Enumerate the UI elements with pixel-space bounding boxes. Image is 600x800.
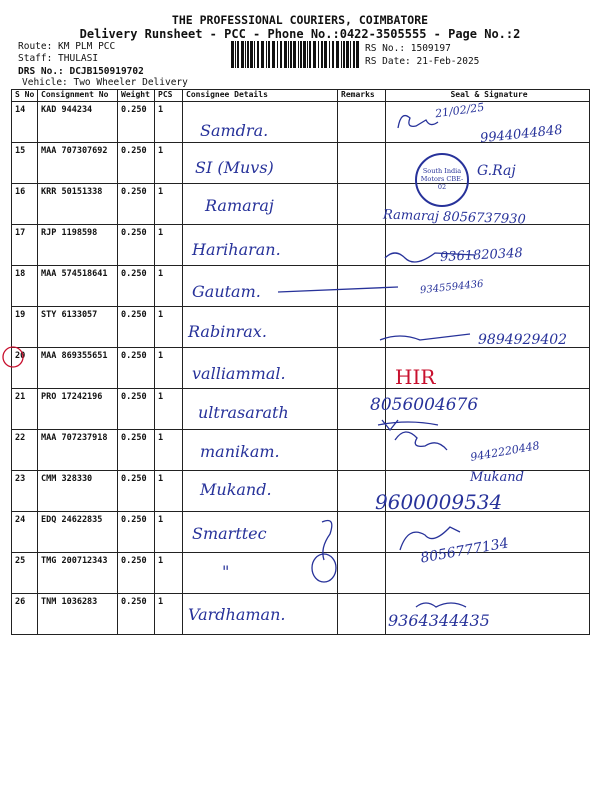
row-weight: 0.250	[118, 512, 155, 553]
barcode	[231, 41, 359, 68]
barcode-bar	[321, 41, 323, 68]
row-consignment: TMG 200712343	[38, 553, 118, 594]
row-sno: 16	[12, 184, 38, 225]
barcode-bar	[341, 41, 342, 68]
row-signature-cell	[386, 512, 590, 553]
row-weight: 0.250	[118, 430, 155, 471]
row-sno: 18	[12, 266, 38, 307]
row-remarks-cell	[338, 430, 386, 471]
row-weight: 0.250	[118, 266, 155, 307]
row-consignment: MAA 707307692	[38, 143, 118, 184]
row-weight: 0.250	[118, 184, 155, 225]
signature-date: 21/02/25	[434, 100, 486, 121]
row-consignee-cell	[183, 266, 338, 307]
row-signature-cell	[386, 143, 590, 184]
staff-label: Staff: THULASI	[18, 53, 99, 64]
row-signature-cell	[386, 471, 590, 512]
row-remarks-cell	[338, 594, 386, 635]
consignee-handwriting: "	[222, 562, 230, 581]
col-consignment: Consignment No	[38, 90, 118, 102]
col-consignee: Consignee Details	[183, 90, 338, 102]
row-sno: 20	[12, 348, 38, 389]
row-signature-cell	[386, 266, 590, 307]
row-weight: 0.250	[118, 553, 155, 594]
row-pcs: 1	[155, 143, 183, 184]
row-remarks-cell	[338, 225, 386, 266]
signature-phone: 9442220448	[469, 439, 541, 464]
barcode-bar	[313, 41, 316, 68]
barcode-bar	[257, 41, 259, 68]
table-header	[12, 90, 590, 102]
signature-phone: 8056004676	[370, 395, 479, 415]
table-row	[12, 348, 590, 389]
barcode-bar	[346, 41, 349, 68]
table-row	[12, 102, 590, 143]
row-sno: 23	[12, 471, 38, 512]
row-consignee-cell	[183, 553, 338, 594]
row-consignment: MAA 574518641	[38, 266, 118, 307]
row-consignment: CMM 328330	[38, 471, 118, 512]
runsheet-table	[11, 89, 590, 635]
row-remarks-cell	[338, 307, 386, 348]
row-signature-cell	[386, 225, 590, 266]
table-row	[12, 307, 590, 348]
row-remarks-cell	[338, 102, 386, 143]
table-row	[12, 225, 590, 266]
row-weight: 0.250	[118, 307, 155, 348]
row-consignee-cell	[183, 471, 338, 512]
signature-phone: 9345594436	[419, 278, 485, 297]
barcode-bar	[250, 41, 253, 68]
row-consignment: MAA 707237918	[38, 430, 118, 471]
barcode-bar	[332, 41, 334, 68]
consignee-handwriting: Vardhaman.	[188, 605, 286, 624]
barcode-bar	[266, 41, 267, 68]
barcode-bar	[293, 41, 296, 68]
row-remarks-cell	[338, 553, 386, 594]
barcode-bar	[307, 41, 308, 68]
row-consignment: MAA 869355651	[38, 348, 118, 389]
rs-number: RS No.: 1509197	[365, 43, 451, 54]
consignee-handwriting: Ramaraj	[205, 196, 274, 215]
row-consignee-cell	[183, 594, 338, 635]
barcode-bar	[280, 41, 282, 68]
signature-phone: 9361820348	[439, 245, 524, 266]
row-signature-cell	[386, 594, 590, 635]
barcode-bar	[356, 41, 359, 68]
table-row	[12, 594, 590, 635]
row-consignment: EDQ 24622835	[38, 512, 118, 553]
row-pcs: 1	[155, 389, 183, 430]
signature-phone: 9944044848	[479, 122, 564, 147]
row-consignment: PRO 17242196	[38, 389, 118, 430]
barcode-bar	[309, 41, 311, 68]
col-signature: Seal & Signature	[386, 90, 590, 102]
row-weight: 0.250	[118, 594, 155, 635]
row-weight: 0.250	[118, 348, 155, 389]
col-pcs: PCS	[155, 90, 183, 102]
signature-phone: 9364344435	[388, 611, 490, 630]
col-remarks: Remarks	[338, 90, 386, 102]
table-row	[12, 430, 590, 471]
row-consignee-cell	[183, 225, 338, 266]
row-weight: 0.250	[118, 143, 155, 184]
table-row	[12, 143, 590, 184]
barcode-bar	[277, 41, 278, 68]
table-row	[12, 266, 590, 307]
row-pcs: 1	[155, 225, 183, 266]
signature-mark: HIR	[395, 365, 436, 389]
row-sno: 17	[12, 225, 38, 266]
barcode-bar	[284, 41, 287, 68]
row-remarks-cell	[338, 143, 386, 184]
row-sno: 15	[12, 143, 38, 184]
barcode-bar	[288, 41, 289, 68]
row-signature-cell	[386, 307, 590, 348]
signature-phone: 9600009534	[375, 490, 503, 514]
row-signature-cell	[386, 184, 590, 225]
row-pcs: 1	[155, 471, 183, 512]
barcode-bar	[231, 41, 234, 68]
row-weight: 0.250	[118, 389, 155, 430]
barcode-bar	[318, 41, 319, 68]
barcode-bar	[336, 41, 339, 68]
row-sno: 22	[12, 430, 38, 471]
row-consignee-cell	[183, 184, 338, 225]
rs-date: RS Date: 21-Feb-2025	[365, 56, 480, 67]
row-remarks-cell	[338, 471, 386, 512]
row-sno: 14	[12, 102, 38, 143]
row-signature-cell	[386, 102, 590, 143]
consignee-handwriting: Smarttec	[192, 524, 267, 543]
row-sno: 24	[12, 512, 38, 553]
row-signature-cell	[386, 389, 590, 430]
row-sno: 21	[12, 389, 38, 430]
row-signature-cell	[386, 553, 590, 594]
table-row	[12, 512, 590, 553]
consignee-handwriting: manikam.	[200, 442, 280, 461]
barcode-bar	[353, 41, 355, 68]
row-consignee-cell	[183, 307, 338, 348]
row-pcs: 1	[155, 512, 183, 553]
signature-phone: 9894929402	[478, 332, 568, 348]
consignee-handwriting: Hariharan.	[192, 240, 281, 259]
runsheet-subtitle: Delivery Runsheet - PCC - Phone No.:0422-3505555 - Page No.:2	[79, 27, 521, 41]
barcode-bar	[254, 41, 255, 68]
row-consignee-cell	[183, 512, 338, 553]
barcode-bar	[329, 41, 330, 68]
row-pcs: 1	[155, 266, 183, 307]
row-consignee-cell	[183, 348, 338, 389]
row-weight: 0.250	[118, 225, 155, 266]
barcode-bar	[247, 41, 249, 68]
table-row	[12, 471, 590, 512]
row-pcs: 1	[155, 553, 183, 594]
row-pcs: 1	[155, 184, 183, 225]
row-pcs: 1	[155, 307, 183, 348]
company-seal: South India Motors CBE-02	[415, 153, 469, 207]
consignee-handwriting: ultrasarath	[198, 403, 289, 422]
row-weight: 0.250	[118, 471, 155, 512]
vehicle-label: Vehicle: Two Wheeler Delivery	[22, 77, 188, 88]
route-label: Route: KM PLM PCC	[18, 41, 116, 52]
consignee-handwriting: valliammal.	[192, 364, 286, 383]
row-sno: 19	[12, 307, 38, 348]
row-consignee-cell	[183, 389, 338, 430]
row-remarks-cell	[338, 512, 386, 553]
table-row	[12, 184, 590, 225]
row-consignment: KRR 50151338	[38, 184, 118, 225]
consignee-handwriting: SI (Muvs)	[195, 158, 274, 177]
signature-phone: 8056777134	[419, 535, 510, 567]
consignee-handwriting: Mukand.	[200, 480, 272, 499]
barcode-bar	[300, 41, 302, 68]
row-remarks-cell	[338, 184, 386, 225]
row-remarks-cell	[338, 348, 386, 389]
row-consignment: TNM 1036283	[38, 594, 118, 635]
barcode-bar	[237, 41, 239, 68]
row-consignee-cell	[183, 143, 338, 184]
consignee-handwriting: Rabinrax.	[188, 322, 267, 341]
row-signature-cell	[386, 430, 590, 471]
row-remarks-cell	[338, 389, 386, 430]
col-weight: Weight	[118, 90, 155, 102]
drs-number: DRS No.: DCJB150919702	[18, 66, 144, 77]
row-pcs: 1	[155, 102, 183, 143]
row-consignee-cell	[183, 430, 338, 471]
signature-name: Mukand	[470, 470, 525, 485]
row-weight: 0.250	[118, 102, 155, 143]
table-row	[12, 553, 590, 594]
row-pcs: 1	[155, 430, 183, 471]
consignee-handwriting: Samdra.	[200, 121, 269, 140]
row-consignee-cell	[183, 102, 338, 143]
row-remarks-cell	[338, 266, 386, 307]
barcode-bar	[272, 41, 275, 68]
barcode-bar	[298, 41, 299, 68]
row-consignment: STY 6133057	[38, 307, 118, 348]
row-consignment: RJP 1198598	[38, 225, 118, 266]
barcode-bar	[290, 41, 292, 68]
signature-name: G.Raj	[477, 163, 516, 179]
row-pcs: 1	[155, 594, 183, 635]
barcode-bar	[343, 41, 345, 68]
barcode-bar	[235, 41, 236, 68]
consignee-handwriting: Gautam.	[192, 282, 261, 301]
barcode-bar	[261, 41, 264, 68]
table-row	[12, 389, 590, 430]
row-signature-cell	[386, 348, 590, 389]
barcode-bar	[324, 41, 327, 68]
row-sno: 26	[12, 594, 38, 635]
barcode-bar	[245, 41, 246, 68]
barcode-bar	[268, 41, 270, 68]
company-title: THE PROFESSIONAL COURIERS, COIMBATORE	[171, 13, 429, 27]
col-sno: S No	[12, 90, 38, 102]
row-sno: 25	[12, 553, 38, 594]
barcode-bar	[350, 41, 351, 68]
row-pcs: 1	[155, 348, 183, 389]
barcode-bar	[241, 41, 244, 68]
signature-phone: Ramaraj 8056737930	[382, 207, 526, 228]
row-consignment: KAD 944234	[38, 102, 118, 143]
barcode-bar	[303, 41, 306, 68]
